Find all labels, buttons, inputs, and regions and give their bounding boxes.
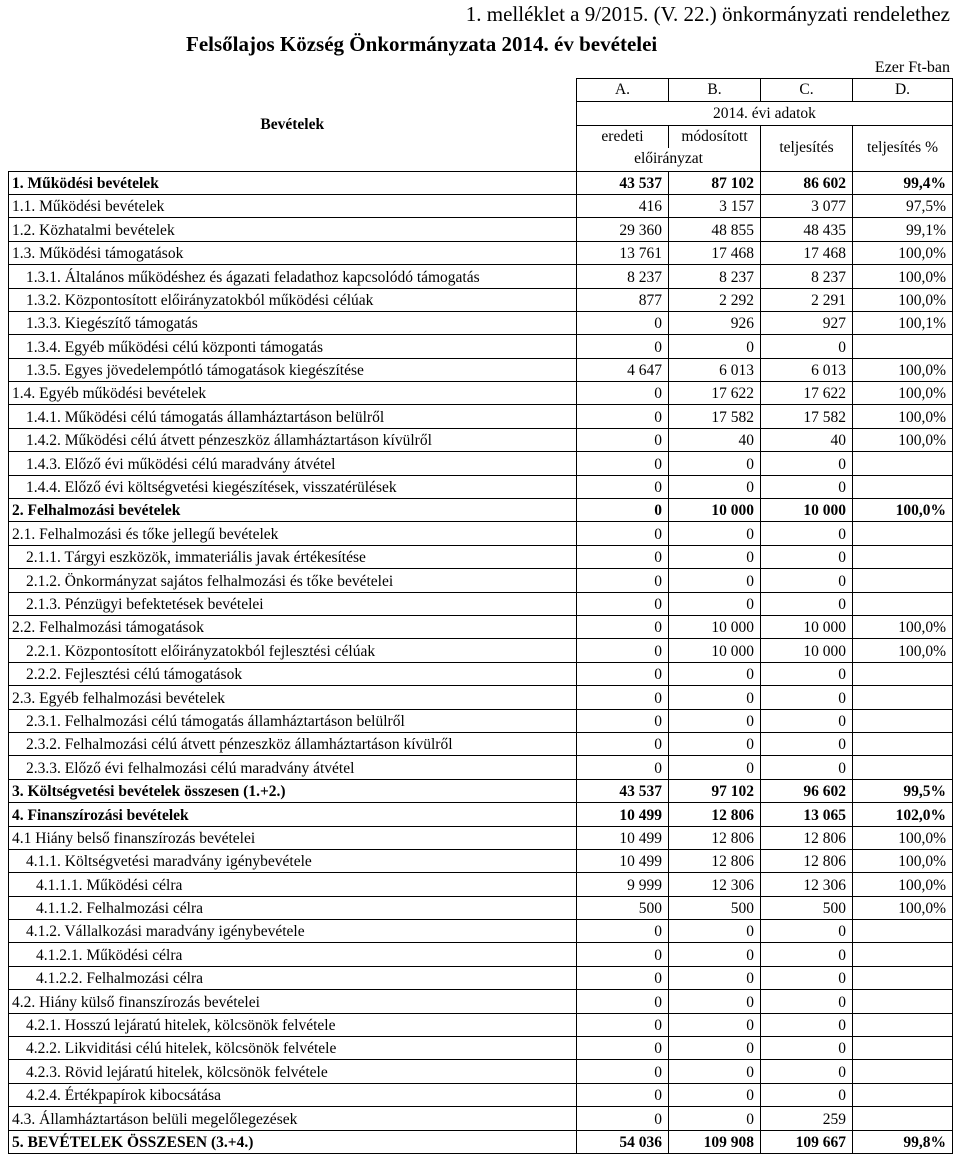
column-letter-b: B. (669, 79, 761, 102)
modified-value: 0 (669, 686, 761, 709)
table-row (9, 288, 953, 311)
performance-value: 0 (761, 662, 853, 685)
row-label: 2.1.1. Tárgyi eszközök, immateriális javak értékesítése (9, 545, 577, 568)
table-row (9, 662, 953, 685)
original-value: 0 (577, 452, 669, 475)
modified-value: 500 (669, 896, 761, 919)
row-label: 1. Működési bevételek (9, 171, 577, 194)
table-row (9, 335, 953, 358)
revenue-table (8, 78, 953, 1154)
original-value: 0 (577, 943, 669, 966)
performance-pct: 99,8% (853, 1130, 953, 1153)
original-value: 54 036 (577, 1130, 669, 1153)
original-value: 0 (577, 756, 669, 779)
performance-pct: 100,0% (853, 615, 953, 638)
row-label: 2.3.3. Előző évi felhalmozási célú maradvány átvétel (9, 756, 577, 779)
modified-value: 3 157 (669, 194, 761, 217)
original-value: 0 (577, 1083, 669, 1106)
modified-value: 0 (669, 569, 761, 592)
table-row (9, 265, 953, 288)
modified-value: 12 306 (669, 873, 761, 896)
table-row (9, 709, 953, 732)
performance-value: 0 (761, 1013, 853, 1036)
original-value: 0 (577, 569, 669, 592)
performance-pct: 100,0% (853, 639, 953, 662)
original-value: 0 (577, 592, 669, 615)
column-letter-c: C. (761, 79, 853, 102)
table-row (9, 428, 953, 451)
original-value: 4 647 (577, 358, 669, 381)
row-label: 2.1.2. Önkormányzat sajátos felhalmozási és tőke bevételei (9, 569, 577, 592)
original-value: 0 (577, 920, 669, 943)
performance-value: 0 (761, 335, 853, 358)
modified-value: 0 (669, 943, 761, 966)
table-row (9, 1060, 953, 1083)
performance-pct: 100,0% (853, 428, 953, 451)
performance-pct: 100,0% (853, 382, 953, 405)
modified-value: 6 013 (669, 358, 761, 381)
performance-pct (853, 662, 953, 685)
original-value: 0 (577, 990, 669, 1013)
modified-value: 17 468 (669, 241, 761, 264)
table-row (9, 405, 953, 428)
column-letter-d: D. (853, 79, 953, 102)
performance-pct (853, 709, 953, 732)
performance-value: 10 000 (761, 639, 853, 662)
original-value: 0 (577, 966, 669, 989)
table-row (9, 241, 953, 264)
modified-value: 0 (669, 1083, 761, 1106)
performance-value: 0 (761, 920, 853, 943)
original-value: 10 499 (577, 803, 669, 826)
performance-value: 0 (761, 569, 853, 592)
performance-pct (853, 522, 953, 545)
performance-value: 48 435 (761, 218, 853, 241)
original-value: 0 (577, 1013, 669, 1036)
original-value: 0 (577, 709, 669, 732)
original-value: 0 (577, 732, 669, 755)
performance-value: 0 (761, 732, 853, 755)
performance-pct (853, 1013, 953, 1036)
original-value: 0 (577, 662, 669, 685)
performance-value: 0 (761, 756, 853, 779)
table-row (9, 966, 953, 989)
table-row (9, 849, 953, 872)
row-label: 2.1.3. Pénzügyi befektetések bevételei (9, 592, 577, 615)
row-label: 4.3. Államháztartáson belüli megelőlegezések (9, 1107, 577, 1130)
performance-value: 0 (761, 545, 853, 568)
original-value: 0 (577, 499, 669, 522)
performance-pct (853, 1083, 953, 1106)
performance-value: 0 (761, 475, 853, 498)
performance-pct (853, 756, 953, 779)
column-letter-row (9, 79, 953, 102)
performance-value: 0 (761, 1083, 853, 1106)
table-row (9, 522, 953, 545)
modified-value: 0 (669, 1013, 761, 1036)
performance-value: 96 602 (761, 779, 853, 802)
modified-header: módosított (669, 125, 761, 148)
performance-value: 40 (761, 428, 853, 451)
original-value: 0 (577, 475, 669, 498)
performance-value: 6 013 (761, 358, 853, 381)
original-value: 43 537 (577, 779, 669, 802)
table-row (9, 896, 953, 919)
table-row (9, 358, 953, 381)
modified-value: 0 (669, 1060, 761, 1083)
performance-value: 8 237 (761, 265, 853, 288)
performance-pct: 102,0% (853, 803, 953, 826)
modified-value: 12 806 (669, 803, 761, 826)
row-label: 4. Finanszírozási bevételek (9, 803, 577, 826)
performance-value: 0 (761, 709, 853, 732)
original-value: 0 (577, 311, 669, 334)
modified-value: 2 292 (669, 288, 761, 311)
performance-value: 12 306 (761, 873, 853, 896)
original-header: eredeti (577, 125, 669, 148)
performance-pct: 100,0% (853, 405, 953, 428)
modified-value: 109 908 (669, 1130, 761, 1153)
performance-value: 0 (761, 990, 853, 1013)
table-row (9, 686, 953, 709)
original-value: 877 (577, 288, 669, 311)
modified-value: 0 (669, 592, 761, 615)
table-row (9, 475, 953, 498)
table-row (9, 1013, 953, 1036)
performance-value: 10 000 (761, 615, 853, 638)
performance-value: 0 (761, 1037, 853, 1060)
performance-value: 0 (761, 592, 853, 615)
row-label: 1.3.2. Központosított előirányzatokból működési célúak (9, 288, 577, 311)
performance-value: 13 065 (761, 803, 853, 826)
modified-value: 0 (669, 990, 761, 1013)
modified-value: 0 (669, 522, 761, 545)
original-value: 0 (577, 1037, 669, 1060)
performance-value: 0 (761, 1060, 853, 1083)
row-label: 1.3.1. Általános működéshez és ágazati feladathoz kapcsolódó támogatás (9, 265, 577, 288)
performance-value: 12 806 (761, 826, 853, 849)
performance-pct (853, 452, 953, 475)
performance-pct: 100,0% (853, 241, 953, 264)
table-row (9, 732, 953, 755)
performance-value: 0 (761, 522, 853, 545)
row-label: 1.4.2. Működési célú átvett pénzeszköz államháztartáson kívülről (9, 428, 577, 451)
row-label: 4.1.2. Vállalkozási maradvány igénybevétele (9, 920, 577, 943)
row-label: 1.3.3. Kiegészítő támogatás (9, 311, 577, 334)
column-letter-a: A. (577, 79, 669, 102)
original-value: 416 (577, 194, 669, 217)
modified-value: 0 (669, 920, 761, 943)
modified-value: 17 622 (669, 382, 761, 405)
table-row (9, 545, 953, 568)
performance-value: 10 000 (761, 499, 853, 522)
performance-value: 0 (761, 686, 853, 709)
row-label: 1.4.1. Működési célú támogatás államháztartáson belülről (9, 405, 577, 428)
table-row (9, 779, 953, 802)
modified-value: 0 (669, 1107, 761, 1130)
performance-pct: 100,0% (853, 358, 953, 381)
performance-pct (853, 920, 953, 943)
performance-pct (853, 686, 953, 709)
unit-label: Ezer Ft-ban (874, 59, 950, 76)
performance-pct: 100,0% (853, 896, 953, 919)
row-label: 4.2.1. Hosszú lejáratú hitelek, kölcsönök felvétele (9, 1013, 577, 1036)
modified-value: 97 102 (669, 779, 761, 802)
modified-value: 10 000 (669, 639, 761, 662)
table-row (9, 311, 953, 334)
performance-value: 2 291 (761, 288, 853, 311)
performance-pct (853, 990, 953, 1013)
row-label: 1.3.5. Egyes jövedelempótló támogatások kiegészítése (9, 358, 577, 381)
table-row (9, 171, 953, 194)
performance-header: teljesítés (761, 125, 853, 171)
modified-value: 12 806 (669, 849, 761, 872)
modified-value: 87 102 (669, 171, 761, 194)
table-row (9, 826, 953, 849)
performance-pct (853, 569, 953, 592)
row-label: 4.2.2. Likviditási célú hitelek, kölcsönök felvétele (9, 1037, 577, 1060)
modified-value: 17 582 (669, 405, 761, 428)
performance-pct (853, 943, 953, 966)
row-label: 4.1.1.2. Felhalmozási célra (9, 896, 577, 919)
table-body (9, 171, 953, 1153)
performance-pct: 100,0% (853, 265, 953, 288)
row-label: 5. BEVÉTELEK ÖSSZESEN (3.+4.) (9, 1130, 577, 1153)
performance-pct: 99,4% (853, 171, 953, 194)
table-row (9, 382, 953, 405)
table-row (9, 592, 953, 615)
performance-value: 927 (761, 311, 853, 334)
table-row (9, 499, 953, 522)
revenue-column-header: Bevételek (260, 115, 325, 133)
original-value: 29 360 (577, 218, 669, 241)
table-row (9, 1107, 953, 1130)
table-row (9, 639, 953, 662)
original-value: 0 (577, 1107, 669, 1130)
row-label: 2.3.2. Felhalmozási célú átvett pénzeszköz államháztartáson kívülről (9, 732, 577, 755)
row-label: 2.1. Felhalmozási és tőke jellegű bevételek (9, 522, 577, 545)
modified-value: 0 (669, 545, 761, 568)
performance-pct: 99,5% (853, 779, 953, 802)
performance-pct: 100,0% (853, 873, 953, 896)
table-row (9, 756, 953, 779)
modified-value: 0 (669, 452, 761, 475)
original-value: 0 (577, 335, 669, 358)
modified-value: 0 (669, 732, 761, 755)
row-label: 1.2. Közhatalmi bevételek (9, 218, 577, 241)
modified-value: 40 (669, 428, 761, 451)
performance-pct (853, 592, 953, 615)
original-value: 0 (577, 545, 669, 568)
modified-value: 8 237 (669, 265, 761, 288)
row-label: 3. Költségvetési bevételek összesen (1.+2.) (9, 779, 577, 802)
year-data-header: 2014. évi adatok (577, 102, 953, 125)
modified-value: 0 (669, 756, 761, 779)
modified-value: 12 806 (669, 826, 761, 849)
performance-value: 0 (761, 943, 853, 966)
performance-pct (853, 335, 953, 358)
performance-pct: 100,0% (853, 849, 953, 872)
performance-pct: 100,0% (853, 499, 953, 522)
performance-value: 0 (761, 966, 853, 989)
table-row (9, 194, 953, 217)
row-label: 4.2. Hiány külső finanszírozás bevételei (9, 990, 577, 1013)
original-value: 0 (577, 639, 669, 662)
original-value: 8 237 (577, 265, 669, 288)
modified-value: 48 855 (669, 218, 761, 241)
table-row (9, 943, 953, 966)
row-label: 4.2.3. Rövid lejáratú hitelek, kölcsönök felvétele (9, 1060, 577, 1083)
table-row (9, 1083, 953, 1106)
row-label: 1.4. Egyéb működési bevételek (9, 382, 577, 405)
performance-value: 0 (761, 452, 853, 475)
row-label: 4.1.1. Költségvetési maradvány igénybevétele (9, 849, 577, 872)
performance-value: 3 077 (761, 194, 853, 217)
performance-value: 17 582 (761, 405, 853, 428)
table-row (9, 452, 953, 475)
appropriation-header: előirányzat (577, 148, 761, 171)
original-value: 10 499 (577, 849, 669, 872)
performance-value: 259 (761, 1107, 853, 1130)
table-row (9, 1037, 953, 1060)
performance-pct-header: teljesítés % (853, 125, 953, 171)
document-title: Felsőlajos Község Önkormányzata 2014. év bevételei (186, 32, 658, 56)
performance-pct (853, 1037, 953, 1060)
performance-value: 86 602 (761, 171, 853, 194)
table-row (9, 873, 953, 896)
decree-reference: 1. melléklet a 9/2015. (V. 22.) önkormányzati rendelethez (465, 2, 950, 26)
row-label: 2.3. Egyéb felhalmozási bevételek (9, 686, 577, 709)
performance-pct: 100,0% (853, 288, 953, 311)
performance-pct: 100,1% (853, 311, 953, 334)
original-value: 0 (577, 1060, 669, 1083)
row-label: 2. Felhalmozási bevételek (9, 499, 577, 522)
row-label: 2.2.2. Fejlesztési célú támogatások (9, 662, 577, 685)
row-label: 4.1 Hiány belső finanszírozás bevételei (9, 826, 577, 849)
table-row (9, 569, 953, 592)
table-row (9, 920, 953, 943)
original-value: 0 (577, 615, 669, 638)
modified-value: 0 (669, 662, 761, 685)
row-label: 4.1.2.1. Működési célra (9, 943, 577, 966)
performance-value: 17 468 (761, 241, 853, 264)
performance-pct: 100,0% (853, 826, 953, 849)
original-value: 0 (577, 522, 669, 545)
row-label: 1.4.3. Előző évi működési célú maradvány átvétel (9, 452, 577, 475)
modified-value: 0 (669, 475, 761, 498)
row-label: 1.3.4. Egyéb működési célú központi támogatás (9, 335, 577, 358)
table-row (9, 615, 953, 638)
original-value: 43 537 (577, 171, 669, 194)
row-label: 4.2.4. Értékpapírok kibocsátása (9, 1083, 577, 1106)
row-label: 4.1.1.1. Működési célra (9, 873, 577, 896)
modified-value: 926 (669, 311, 761, 334)
modified-value: 0 (669, 1037, 761, 1060)
row-label: 1.4.4. Előző évi költségvetési kiegészítések, visszatérülések (9, 475, 577, 498)
row-label: 2.3.1. Felhalmozási célú támogatás államháztartáson belülről (9, 709, 577, 732)
performance-pct (853, 1107, 953, 1130)
table-row (9, 218, 953, 241)
modified-value: 10 000 (669, 499, 761, 522)
performance-pct (853, 966, 953, 989)
performance-pct (853, 732, 953, 755)
original-value: 9 999 (577, 873, 669, 896)
performance-value: 109 667 (761, 1130, 853, 1153)
modified-value: 0 (669, 335, 761, 358)
performance-value: 500 (761, 896, 853, 919)
performance-pct (853, 475, 953, 498)
performance-pct (853, 545, 953, 568)
modified-value: 10 000 (669, 615, 761, 638)
row-label: 2.2.1. Központosított előirányzatokból fejlesztési célúak (9, 639, 577, 662)
performance-pct (853, 1060, 953, 1083)
performance-pct: 99,1% (853, 218, 953, 241)
performance-value: 12 806 (761, 849, 853, 872)
original-value: 500 (577, 896, 669, 919)
performance-value: 17 622 (761, 382, 853, 405)
row-label: 2.2. Felhalmozási támogatások (9, 615, 577, 638)
modified-value: 0 (669, 966, 761, 989)
original-value: 0 (577, 405, 669, 428)
table-row (9, 803, 953, 826)
original-value: 10 499 (577, 826, 669, 849)
modified-value: 0 (669, 709, 761, 732)
row-label: 4.1.2.2. Felhalmozási célra (9, 966, 577, 989)
original-value: 13 761 (577, 241, 669, 264)
original-value: 0 (577, 428, 669, 451)
row-label: 1.1. Működési bevételek (9, 194, 577, 217)
table-row (9, 990, 953, 1013)
row-label: 1.3. Működési támogatások (9, 241, 577, 264)
performance-pct: 97,5% (853, 194, 953, 217)
original-value: 0 (577, 686, 669, 709)
original-value: 0 (577, 382, 669, 405)
